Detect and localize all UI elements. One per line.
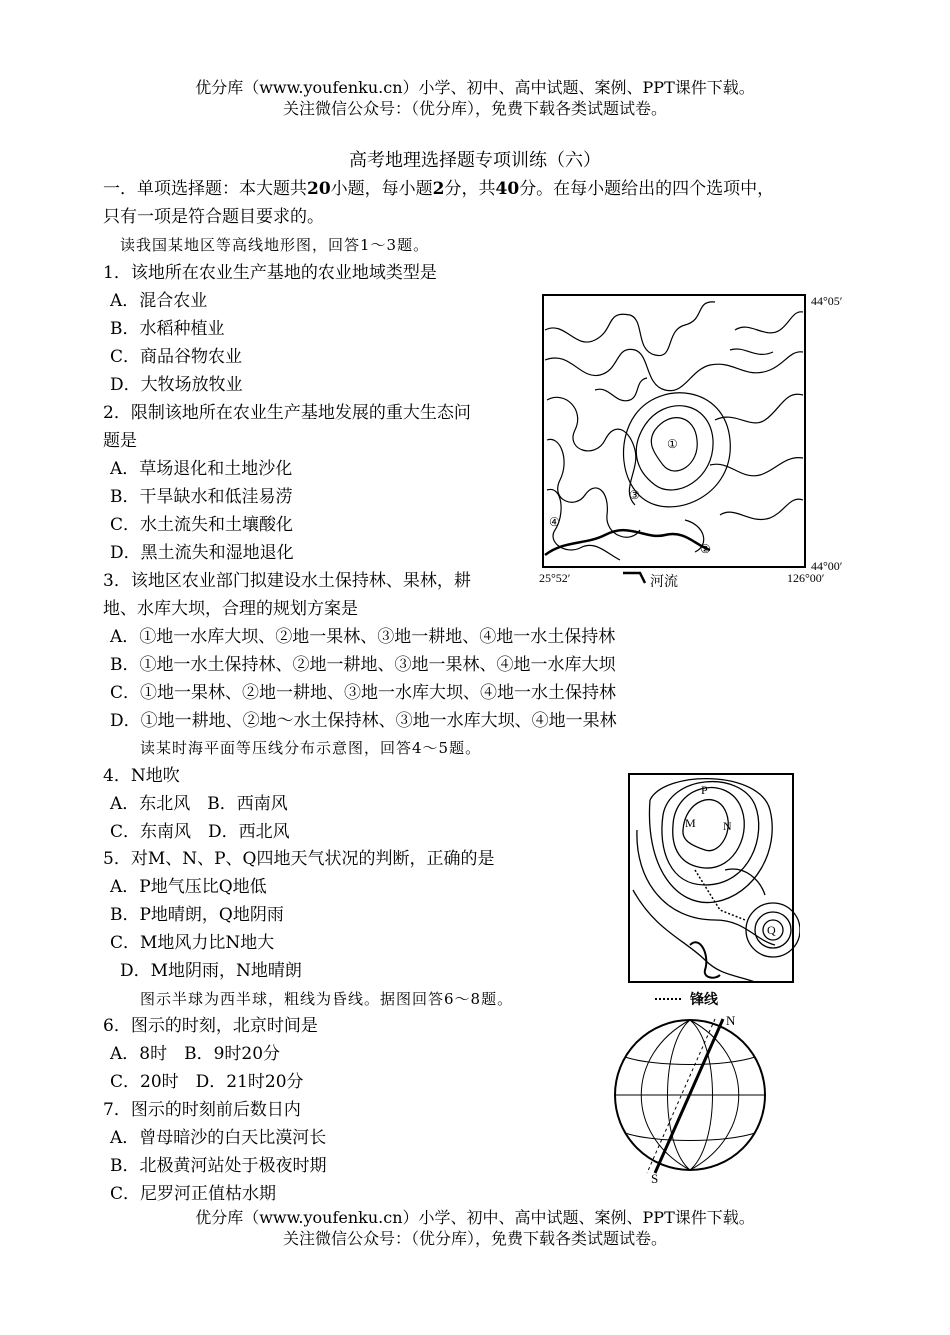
q3-stem-1: 3．该地区农业部门拟建设水土保持林、果林，耕 <box>103 571 471 591</box>
river-legend-icon <box>623 573 645 583</box>
q3-stem-2: 地、水库大坝，合理的规划方案是 <box>103 599 358 619</box>
q3-option-d: D．①地一耕地、②地～水土保持林、③地一水库大坝、④地一果林 <box>110 711 617 731</box>
header-line-1: 优分库（www.youfenku.cn）小学、初中、高中试题、案例、PPT课件下载。 <box>195 78 755 97</box>
q1-option-a: A．混合农业 <box>110 291 208 311</box>
q6-options-cd: C．20时 D．21时20分 <box>110 1072 304 1092</box>
q2-stem-2: 题是 <box>103 431 137 451</box>
front-legend-label: 锋线 <box>690 992 718 1008</box>
q7-stem: 7．图示的时刻前后数日内 <box>103 1100 301 1120</box>
lat-top-label: 44°05′ <box>811 294 843 308</box>
point-q: Q <box>767 923 776 937</box>
contour-map-frame <box>543 295 805 567</box>
q5-option-b: B．P地晴朗，Q地阴雨 <box>110 905 284 925</box>
q7-option-a: A．曾母暗沙的白天比漠河长 <box>110 1128 327 1148</box>
isobar-map <box>625 770 800 1010</box>
q5-option-c: C．M地风力比N地大 <box>110 933 275 953</box>
q7-option-c: C．尼罗河正值枯水期 <box>110 1184 277 1204</box>
section-text-1: 一．单项选择题：本大题共 <box>103 179 307 199</box>
footer-line-1: 优分库（www.youfenku.cn）小学、初中、高中试题、案例、PPT课件下载。 <box>195 1208 755 1227</box>
q5-option-d: D．M地阴雨，N地晴朗 <box>120 961 302 981</box>
marker-2: ② <box>700 542 711 556</box>
q2-option-c: C．水土流失和土壤酸化 <box>110 515 294 535</box>
section-instructions-2: 只有一项是符合题目要求的。 <box>103 207 324 227</box>
globe-diagram <box>605 1005 785 1185</box>
globe-south-label: S <box>651 1171 659 1185</box>
marker-3: ③ <box>629 488 640 502</box>
q1-option-b: B．水稻种植业 <box>110 319 225 339</box>
footer-line-2: 关注微信公众号：（优分库），免费下载各类试题试卷。 <box>282 1229 667 1248</box>
q1-option-d: D．大牧场放牧业 <box>110 375 243 395</box>
intro-q4-5: 读某时海平面等压线分布示意图，回答4～5题。 <box>140 739 482 757</box>
q1-option-c: C．商品谷物农业 <box>110 347 243 367</box>
q2-stem-1: 2．限制该地所在农业生产基地发展的重大生态问 <box>103 403 471 423</box>
section-text-4: 分。在每小题给出的四个选项中， <box>519 179 775 199</box>
marker-4: ④ <box>549 515 560 529</box>
river-legend-label: 河流 <box>650 575 678 590</box>
points-each: 2 <box>432 179 445 199</box>
q4-stem: 4．N地吹 <box>103 766 180 786</box>
section-text-3: 分，共 <box>444 179 496 199</box>
points-total: 40 <box>495 179 520 199</box>
section-instructions <box>103 178 774 200</box>
q2-option-d: D．黑土流失和湿地退化 <box>110 543 294 563</box>
q2-option-b: B．干旱缺水和低洼易涝 <box>110 487 293 507</box>
q6-stem: 6．图示的时刻，北京时间是 <box>103 1016 318 1036</box>
q2-option-a: A．草场退化和土地沙化 <box>110 459 293 479</box>
question-count: 20 <box>307 179 331 199</box>
contour-map <box>535 290 865 590</box>
section-text-2: 小题，每小题 <box>330 179 433 199</box>
q3-option-a: A．①地一水库大坝、②地一果林、③地一耕地、④地一水土保持林 <box>110 627 616 647</box>
q3-option-c: C．①地一果林、②地一耕地、③地一水库大坝、④地一水土保持林 <box>110 683 617 703</box>
globe-north-label: N <box>726 1013 736 1028</box>
intro-q6-8: 图示半球为西半球，粗线为昏线。据图回答6～8题。 <box>140 990 514 1008</box>
q4-options-cd: C．东南风 D．西北风 <box>110 822 290 842</box>
q6-options-ab: A．8时 B．9时20分 <box>110 1044 281 1064</box>
intro-q1-3: 读我国某地区等高线地形图，回答1～3题。 <box>120 236 430 254</box>
point-p: P <box>701 783 708 797</box>
q7-option-b: B．北极黄河站处于极夜时期 <box>110 1156 327 1176</box>
q4-options-ab: A．东北风 B．西南风 <box>110 794 288 814</box>
header-line-2: 关注微信公众号：（优分库），免费下载各类试题试卷。 <box>282 99 667 118</box>
lat-bottom-label: 44°00′ <box>811 559 843 573</box>
q1-stem: 1．该地所在农业生产基地的农业地域类型是 <box>103 263 437 283</box>
q3-option-b: B．①地一水土保持林、②地一耕地、③地一果林、④地一水库大坝 <box>110 655 616 675</box>
q5-stem: 5．对M、N、P、Q四地天气状况的判断，正确的是 <box>103 849 495 869</box>
lon-left-label: 25°52′ <box>539 571 571 585</box>
point-n: N <box>723 819 732 833</box>
page-title: 高考地理选择题专项训练（六） <box>349 150 601 171</box>
q5-option-a: A．P地气压比Q地低 <box>110 877 267 897</box>
lon-right-label: 126°00′ <box>787 571 825 585</box>
marker-1: ① <box>667 437 678 451</box>
point-m: M <box>685 816 696 830</box>
